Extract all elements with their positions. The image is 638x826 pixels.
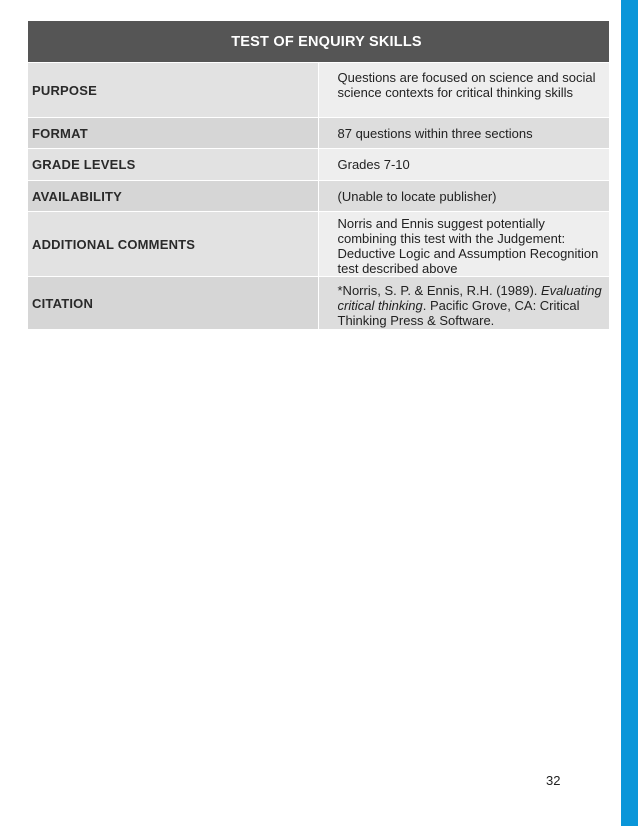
test-info-table [28,21,609,330]
row-label-purpose: PURPOSE [28,63,319,118]
table-row-availability [28,181,609,212]
row-label-grade-levels: GRADE LEVELS [28,149,319,181]
table-row-purpose [28,63,609,118]
row-label-format: FORMAT [28,118,319,149]
table-title [28,21,609,63]
row-value-citation [319,277,610,330]
page-accent-bar [621,0,638,826]
row-label-citation: CITATION [28,277,319,330]
table-row-citation [28,277,609,330]
row-value-additional-comments: Norris and Ennis suggest potentially combining this test with the Judgement: Deductive Logic and Assumption Recognition test described above [319,212,610,277]
page-number: 32 [546,773,561,788]
table-title-text: TEST OF ENQUIRY SKILLS [231,33,422,50]
citation-text: *Norris, S. P. & Ennis, R.H. (1989). [337,283,541,298]
row-value-format: 87 questions within three sections [319,118,610,149]
row-value-grade-levels: Grades 7-10 [319,149,610,181]
row-value-purpose: Questions are focused on science and social science contexts for critical thinking skills [319,63,610,118]
table-row-format [28,118,609,149]
table-row-additional-comments [28,212,609,277]
table-header-row [28,21,609,63]
table-row-grade-levels [28,149,609,181]
row-label-availability: AVAILABILITY [28,181,319,212]
row-label-additional-comments: ADDITIONAL COMMENTS [28,212,319,277]
citation-publisher: . Pacific Grove, CA: Critical Thinking Press & Software. [337,298,580,328]
citation-book-title: Evaluating critical thinking [337,283,602,313]
row-value-availability: (Unable to locate publisher) [319,181,610,212]
